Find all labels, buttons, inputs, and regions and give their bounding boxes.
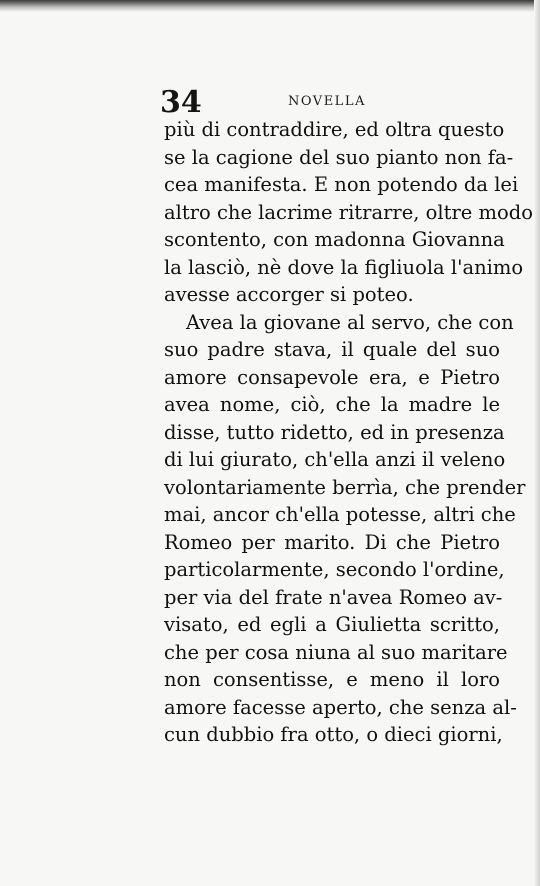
text-line: suo padre stava, il quale del suo: [164, 338, 500, 361]
text-line: se la cagione del suo pianto non fa-: [164, 145, 514, 169]
text-line: Romeo per marito. Di che Pietro: [164, 530, 500, 554]
body-text: [164, 116, 533, 749]
text-line: particolarmente, secondo l'ordine,: [164, 558, 505, 581]
text-line: cea manifesta. E non potendo da lei: [164, 173, 519, 196]
text-line: non consentisse, e meno il loro: [164, 668, 500, 691]
text-line: avesse accorger si poteo.: [164, 283, 414, 306]
text-line: di lui giurato, ch'ella anzi il veleno: [164, 448, 506, 471]
text-line: mai, ancor ch'ella potesse, altri che: [164, 503, 516, 526]
text-line: visato, ed egli a Giulietta scritto,: [164, 613, 500, 636]
page-number: 34: [160, 85, 202, 120]
text-line: che per cosa niuna al suo maritare: [164, 640, 508, 664]
running-head: NOVELLA: [288, 94, 366, 109]
text-line: la lasciò, nè dove la figliuola l'animo: [164, 255, 524, 279]
page-header: [160, 86, 500, 120]
page-top-edge: [0, 0, 540, 12]
text-line: amore consapevole era, e Pietro: [164, 365, 500, 389]
text-line: più di contraddire, ed oltra questo: [164, 118, 505, 141]
text-line: altro che lacrime ritrarre, oltre modo: [164, 200, 533, 224]
text-line: volontariamente berrìa, che prender: [164, 475, 526, 499]
text-line: avea nome, ciò, che la madre le: [164, 393, 500, 416]
text-line: disse, tutto ridetto, ed in presenza: [164, 420, 505, 444]
text-line: cun dubbio fra otto, o dieci giorni,: [164, 723, 503, 746]
page-right-edge: [534, 0, 540, 886]
text-line: scontento, con madonna Giovanna: [164, 228, 505, 251]
text-line: per via del frate n'avea Romeo av-: [164, 585, 503, 609]
text-line: Avea la giovane al servo, che con: [186, 310, 514, 334]
text-line: amore facesse aperto, che senza al-: [164, 695, 517, 719]
